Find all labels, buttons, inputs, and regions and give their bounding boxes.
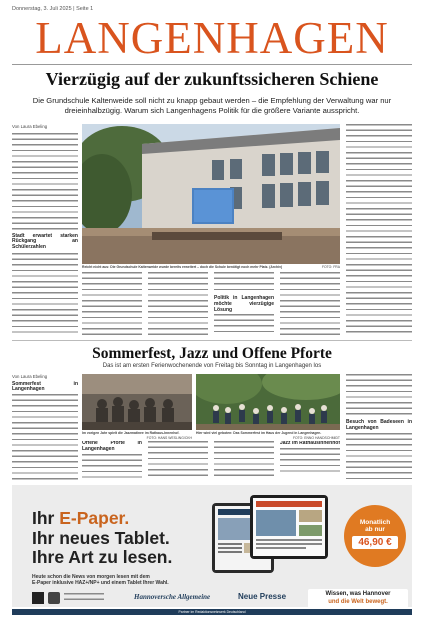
ad-headline — [32, 509, 172, 568]
second-subhead-a: Sommerfest in Langenhagen — [12, 380, 78, 393]
lead-body-text — [12, 253, 78, 336]
brand-np: Neue Presse — [238, 592, 287, 601]
masthead-rule — [12, 64, 412, 65]
second-column-5 — [280, 441, 340, 480]
lead-deck: Die Grundschule Kaltenweide soll nicht zu knapp gebaut werden – die Empfehlung der Verwaltung war nur dreieinhalbzügig. Warum sich Langenhagens Politik für die größere Variante ausspricht. — [32, 96, 392, 116]
caption-text: Hier wird viel geboten: Das Sommerfest im Haus der Jugend in Langenhagen. — [196, 431, 322, 435]
second-column-1 — [12, 374, 78, 480]
section-divider — [12, 340, 412, 341]
masthead-title: LANGENHAGEN — [35, 13, 389, 63]
ad-slogan-1: Wissen, was Hannover — [325, 591, 391, 597]
second-column-4 — [214, 441, 274, 480]
ad-text-1: Heute schon die News von morgen lesen mit dem — [32, 574, 150, 580]
ad-line3: Ihre Art zu lesen. — [32, 547, 173, 567]
ad-line2: Ihr neues Tablet. — [32, 527, 170, 548]
photo-credit: FOTO: ENNO HANDSCHMIDT — [292, 435, 340, 440]
ad-line1-highlight: E-Paper. — [59, 508, 130, 528]
lead-column-3 — [148, 272, 208, 336]
ad-text-2: E-Paper inklusive HAZ+/NP+ und einem Tablet Ihrer Wahl. — [32, 580, 169, 587]
photo-credit: FOTO: FRA — [321, 265, 340, 269]
ad-slogan — [308, 589, 408, 608]
second-column-2 — [82, 441, 142, 480]
dateline: Donnerstag, 3. Juli 2025 | Seite 1 — [12, 6, 94, 12]
ad-line1-prefix: Ihr — [32, 508, 60, 528]
brand-haz: Hannoversche Allgemeine — [134, 593, 211, 601]
lead-column-6 — [346, 124, 412, 336]
badge-price: 46,90 € — [352, 536, 398, 549]
lead-body-text — [12, 133, 78, 231]
lead-column-1 — [12, 124, 78, 336]
second-byline: Von Laura Ebeling — [12, 374, 48, 379]
second-subhead-b: Offene Pforte in Langenhagen — [82, 441, 142, 452]
jazz-photo — [82, 374, 192, 430]
badge-top: Monatlich — [359, 519, 391, 526]
badge-mid: ab nur — [365, 526, 385, 533]
lead-photo — [82, 124, 340, 264]
caption-text: Im vorigen Jahr spielt die Jazzmatinee im Rathaus-Innenhof. — [82, 431, 180, 435]
price-badge — [344, 505, 406, 567]
caption-text: Reicht nicht aus: Die Grundschule Kaltenweide wurde bereits erweitert – doch die Schule benötigt noch mehr Platz. (Archiv) — [82, 265, 283, 269]
second-column-6 — [346, 374, 412, 480]
footer-text: Partner im Redaktionsnetzwerk Deutschland — [178, 610, 246, 614]
second-subline: Das ist am ersten Ferienwochenende von Freitag bis Sonntag in Langenhagen los — [102, 363, 322, 369]
second-subhead-c: Jazz im Rathausinnenhof — [280, 441, 340, 446]
tablet-mockup — [210, 495, 330, 575]
lead-photo-caption — [82, 265, 340, 270]
lead-column-4 — [214, 272, 274, 336]
lead-headline: Vierzügig auf der zukunftssicheren Schiene — [45, 69, 379, 89]
photo-credit: FOTO: HANS WESLING/CKH — [146, 435, 192, 440]
lead-byline: Von Laura Ebeling — [12, 124, 48, 129]
second-column-3 — [148, 441, 208, 480]
ad-text — [32, 574, 169, 587]
lead-subhead-2: Politik in Langenhagen möchte vierzügige Lösung — [214, 295, 274, 313]
second-headline: Sommerfest, Jazz und Offene Pforte — [92, 345, 332, 362]
jazz-photo-caption — [82, 431, 192, 440]
ad-app-note — [64, 593, 104, 603]
lead-column-2 — [82, 272, 142, 336]
second-subhead-d: Besuch von Badeseen in Langenhagen — [346, 419, 412, 431]
lead-subhead-1: Stadt erwartet starken Rückgang an Schülerzahlen — [12, 232, 78, 251]
app-store-icon — [48, 592, 60, 604]
lead-column-5 — [280, 272, 340, 336]
summer-fest-photo-caption — [196, 431, 340, 440]
summer-fest-photo — [196, 374, 340, 430]
ad-slogan-2: und die Welt bewegt. — [328, 599, 388, 605]
qr-code-icon — [32, 592, 44, 604]
